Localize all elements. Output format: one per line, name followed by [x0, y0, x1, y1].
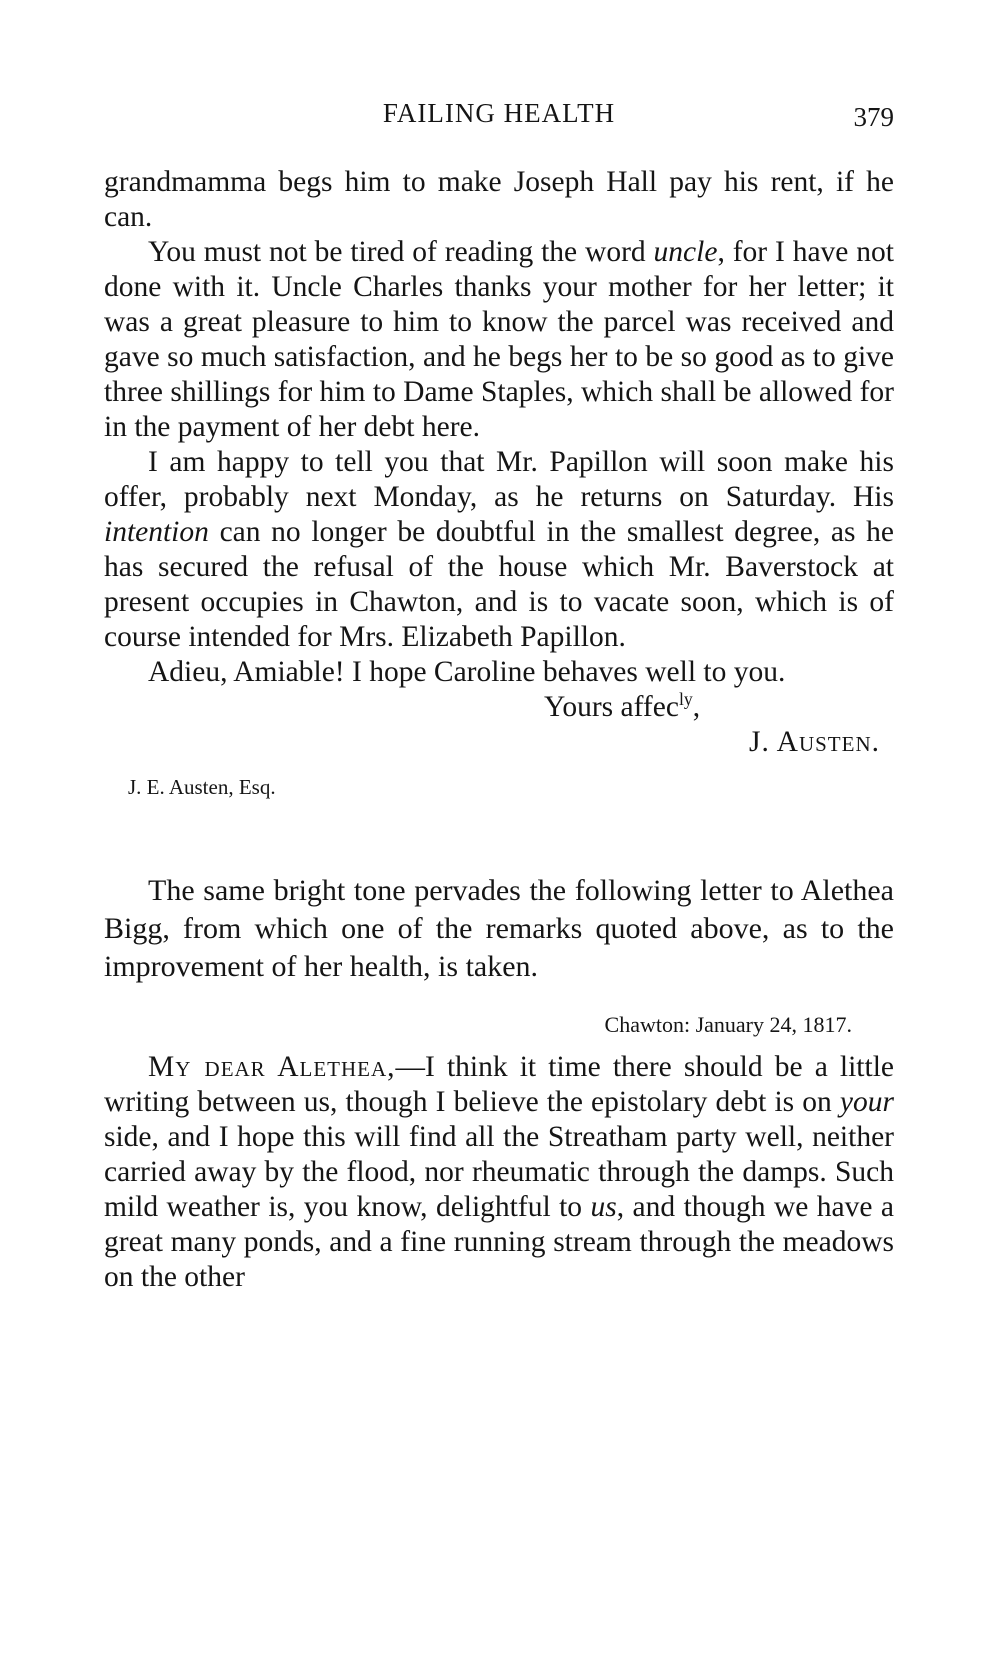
letter-paragraph-4	[104, 655, 894, 690]
narrative-paragraph: The same bright tone pervades the following letter to Alethea Bigg, from which one of the remarks quoted above, as to the improvement of her health, is taken.	[104, 874, 894, 983]
signoff-text: Yours affec	[544, 691, 679, 723]
emphasis-text: uncle	[653, 236, 718, 268]
emphasis-text: your	[839, 1086, 894, 1118]
running-head: FAILING HEALTH	[382, 98, 616, 128]
paragraph-text: Adieu, Amiable! I hope Caroline behaves well to you.	[148, 656, 786, 688]
letter-paragraph-3	[104, 445, 894, 655]
signoff-superscript: ly	[678, 689, 693, 710]
paragraph-text: side, and I hope this will find all the Streatham party well, neither carried away by the flood, nor rheumatic through the damps. Such mild weather is, you know, delightful to	[104, 1121, 894, 1223]
emphasis-text: intention	[104, 516, 209, 548]
letter-signoff	[104, 690, 894, 725]
paragraph-text: can no longer be doubtful in the smallest degree, as he has secured the refusal of the house which Mr. Baverstock at present occupies in Chawton, and is to vacate soon, which is of course intended for Mrs. Elizabeth Papillon.	[104, 516, 894, 653]
letter-date: Chawton: January 24, 1817.	[604, 1012, 852, 1037]
letter-address: J. E. Austen, Esq.	[128, 775, 276, 799]
page-number: 379	[853, 102, 894, 132]
paragraph-text: —I think it time there should be a little writing between us, though I believe the epistolary debt is on	[104, 1051, 894, 1118]
letter-opening-paragraph	[104, 1050, 894, 1295]
letter-paragraph-1	[104, 165, 894, 235]
paragraph-text: grandmamma begs him to make Joseph Hall pay his rent, if he can.	[104, 166, 894, 233]
page-header	[104, 94, 894, 138]
paragraph-text: I am happy to tell you that Mr. Papillon will soon make his offer, probably next Monday, as he returns on Saturday. His	[104, 446, 894, 513]
letter-salutation: My dear Alethea,	[148, 1051, 396, 1083]
paragraph-text: You must not be tired of reading the word	[148, 236, 654, 268]
paragraph-text: , and though we have a great many ponds, and a fine running stream through the meadows on the other	[104, 1191, 895, 1293]
letter-signature: J. Austen.	[749, 726, 880, 758]
body-text	[104, 165, 894, 1295]
signoff-comma: ,	[692, 691, 701, 723]
emphasis-text: us	[590, 1191, 617, 1223]
letter-paragraph-2	[104, 235, 894, 445]
paragraph-text: , for I have not done with it. Uncle Charles thanks your mother for her letter; it was a great pleasure to him to know the parcel was received and gave so much satisfaction, and he begs her to be so good as to give three shillings for him to Dame Staples, which shall be allowed for in the payment of her debt here.	[104, 236, 894, 443]
